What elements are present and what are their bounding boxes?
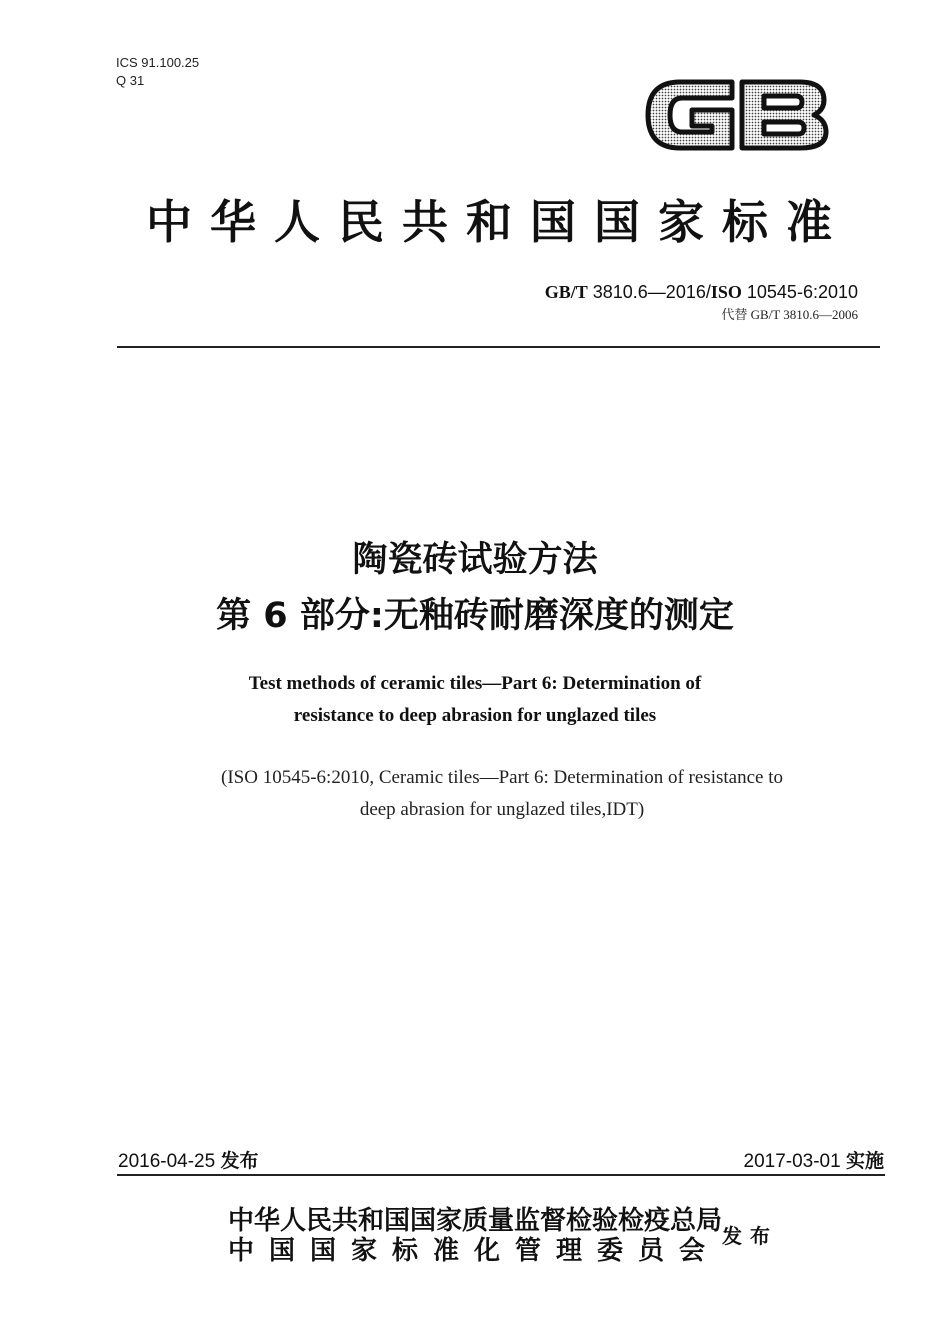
iso-number: 10545-6:2010 (741, 282, 858, 302)
national-standard-heading: 中华人民共和国国家标准 (146, 195, 850, 249)
standard-number (545, 282, 858, 303)
header-divider (117, 346, 880, 348)
publish-date-value: 2016-04-25 (118, 1151, 216, 1172)
gb-logo (640, 70, 830, 160)
english-title-line1: Test methods of ceramic tiles—Part 6: Determination of (248, 673, 702, 694)
iso-equivalence-line2: deep abrasion for unglazed tiles,IDT) (359, 799, 645, 820)
classification-codes (116, 54, 199, 90)
implement-date (744, 1146, 885, 1173)
iso-equivalence (0, 762, 950, 826)
issuer-line1: 中华人民共和国国家质量监督检验检疫总局 (228, 1206, 723, 1236)
issuer-line2: 中国国家标准化管理委员会 (228, 1236, 721, 1266)
issuing-authorities (228, 1206, 722, 1266)
footer-divider (117, 1174, 885, 1176)
english-title-line2: resistance to deep abrasion for unglazed tiles (293, 705, 657, 726)
chinese-title-line1: 陶瓷砖试验方法 (352, 540, 598, 580)
iso-prefix: ISO (710, 282, 742, 302)
issue-label: 发布 (722, 1224, 778, 1248)
implement-date-value: 2017-03-01 (743, 1151, 841, 1172)
standard-number-rest: 3810.6—2016/ (587, 282, 711, 302)
implement-label: 实施 (845, 1150, 884, 1172)
chinese-title-line2: 第 6 部分:无釉砖耐磨深度的测定 (216, 596, 734, 636)
replaces-note: 代替 GB/T 3810.6—2006 (721, 307, 858, 322)
english-title (0, 668, 950, 732)
publish-label: 发布 (220, 1150, 259, 1172)
ccs-code: Q 31 (116, 73, 145, 88)
standard-prefix: GB/T (544, 282, 588, 302)
publish-date (118, 1146, 259, 1173)
ics-code: ICS 91.100.25 (116, 55, 200, 70)
iso-equivalence-line1: (ISO 10545-6:2010, Ceramic tiles—Part 6: Determination of resistance to (221, 767, 783, 788)
